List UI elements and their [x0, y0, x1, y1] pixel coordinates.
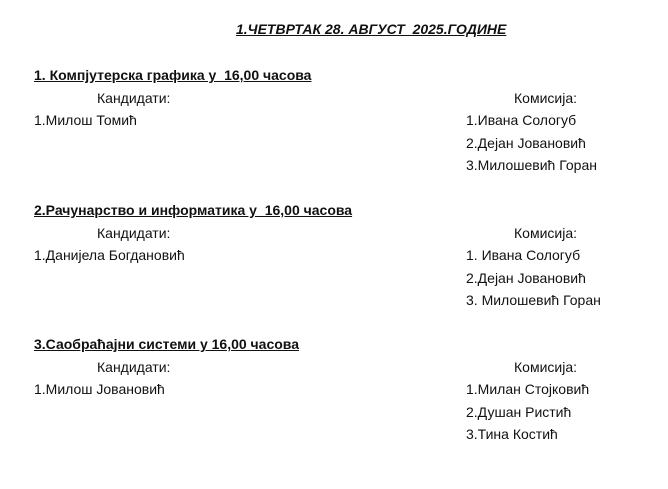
committee-label: Комисија: — [514, 90, 577, 106]
committee-list — [466, 247, 601, 315]
exam-section-3 — [0, 336, 668, 446]
committee-list — [466, 381, 589, 449]
candidate-item: 1.Милош Томић — [34, 112, 137, 128]
committee-member: 1.Милан Стојковић — [466, 381, 590, 397]
committee-member: 1.Ивана Сологуб — [466, 112, 577, 128]
committee-member: 3. Милошевић Горан — [466, 292, 601, 308]
candidates-label: Кандидати: — [97, 225, 171, 241]
candidates-list — [34, 381, 165, 404]
candidates-list — [34, 112, 137, 135]
section-title: 1. Компјутерска графика у 16,00 часова — [34, 67, 312, 83]
committee-member: 3.Тина Костић — [466, 426, 558, 442]
exam-section-1 — [0, 67, 668, 177]
candidates-list — [34, 247, 185, 270]
committee-label: Комисија: — [514, 225, 577, 241]
candidates-label: Кандидати: — [97, 359, 171, 375]
committee-member: 2.Дејан Јовановић — [466, 134, 586, 151]
committee-member: 1. Ивана Сологуб — [466, 247, 581, 263]
candidates-label: Кандидати: — [97, 90, 171, 106]
document-title: 1.ЧЕТВРТАК 28. АВГУСТ 2025.ГОДИНЕ — [236, 21, 507, 37]
committee-member: 2.Душан Ристић — [466, 403, 572, 420]
committee-label: Комисија: — [514, 359, 577, 375]
section-title: 2.Рачунарство и информатика у 16,00 часова — [34, 202, 353, 218]
exam-section-2 — [0, 202, 668, 312]
committee-member: 2.Дејан Јовановић — [466, 269, 586, 286]
candidate-item: 1.Милош Јовановић — [34, 381, 165, 397]
candidate-item: 1.Данијела Богдановић — [34, 247, 185, 263]
committee-list — [466, 112, 597, 180]
section-title: 3.Саобраћајни системи у 16,00 часова — [34, 336, 300, 352]
committee-member: 3.Милошевић Горан — [466, 157, 597, 173]
